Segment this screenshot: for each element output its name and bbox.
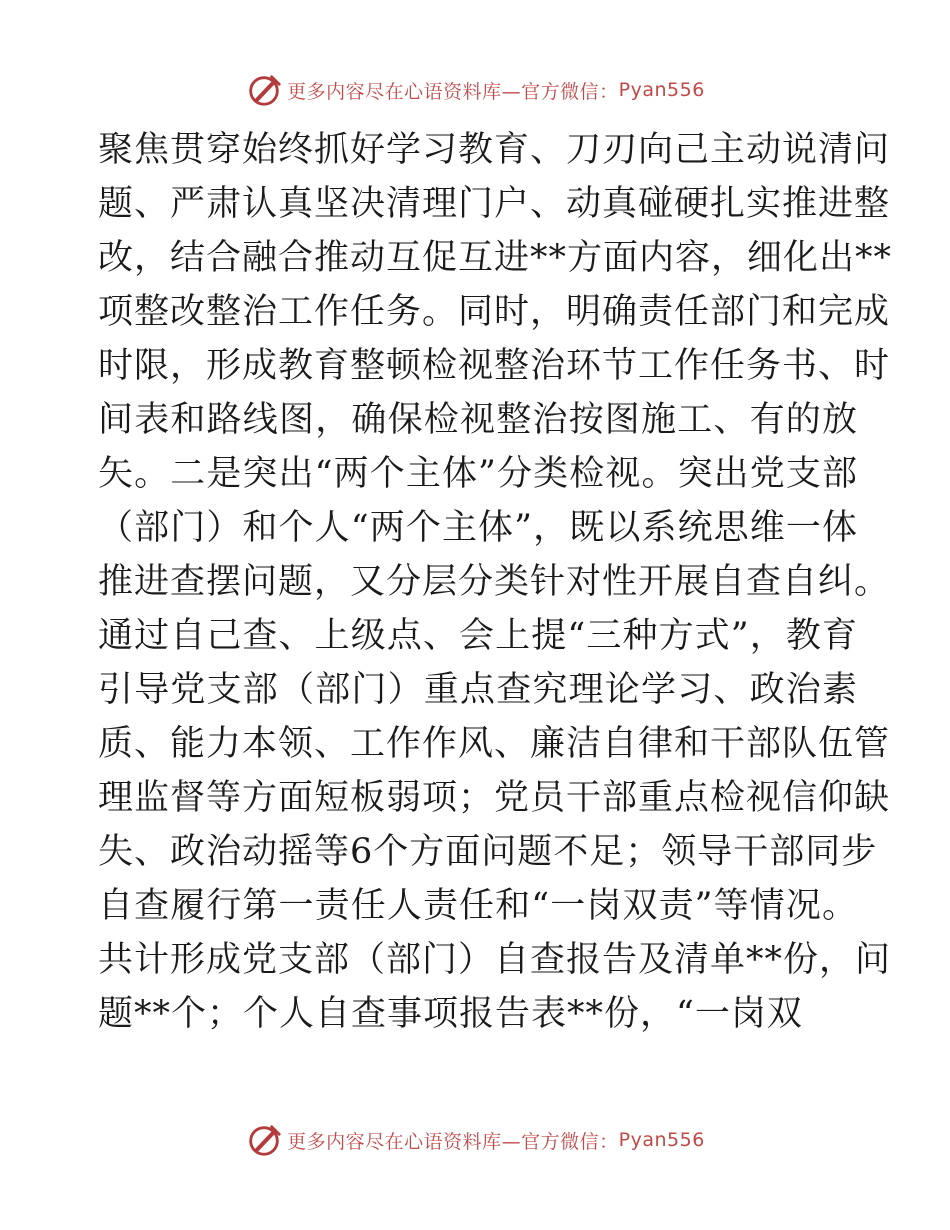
body-line: 间表和路线图，确保检视整治按图施工、有的放 [98,400,858,440]
document-body [98,123,893,1041]
body-line: 聚焦贯穿始终抓好学习教育、刀刃向己主动说清问 [98,130,891,170]
watermark-text: 更多内容尽在心语资料库—官方微信： [287,80,619,103]
quill-logo-icon [245,1121,283,1159]
body-line: 改，结合融合推动互促互进**方面内容，细化出** [98,238,893,278]
body-line: 项整改整治工作任务。同时，明确责任部门和完成 [98,292,891,332]
body-line: 通过自己查、上级点、会上提“三种方式”，教育 [98,616,858,656]
body-line: 题**个；个人自查事项报告表**份，“一岗双 [98,994,803,1034]
body-line: 引导党支部（部门）重点查究理论学习、政治素 [98,670,858,710]
body-line: 共计形成党支部（部门）自查报告及清单**份，问 [98,940,892,980]
body-line: 题、严肃认真坚决清理门户、动真碰硬扎实推进整 [98,184,891,224]
body-line: 质、能力本领、工作作风、廉洁自律和干部队伍管 [98,724,891,764]
body-line: 时限，形成教育整顿检视整治环节工作任务书、时 [98,346,891,386]
body-line: 理监督等方面短板弱项；党员干部重点检视信仰缺 [98,778,891,818]
watermark-text: 更多内容尽在心语资料库—官方微信： [287,1130,619,1153]
watermark-wechat-id: Pyan556 [618,79,705,101]
body-line: 自查履行第一责任人责任和“一岗双责”等情况。 [98,886,858,926]
body-line: 矢。二是突出“两个主体”分类检视。突出党支部 [98,454,858,494]
header-watermark [0,70,950,110]
footer-watermark [0,1120,950,1160]
quill-logo-icon [245,71,283,109]
body-line: 推进查摆问题，又分层分类针对性开展自查自纠。 [98,562,891,602]
body-line: 失、政治动摇等6个方面问题不足；领导干部同步 [98,832,878,872]
watermark-wechat-id: Pyan556 [618,1129,705,1151]
body-line: （部门）和个人“两个主体”，既以系统思维一体 [98,508,858,548]
